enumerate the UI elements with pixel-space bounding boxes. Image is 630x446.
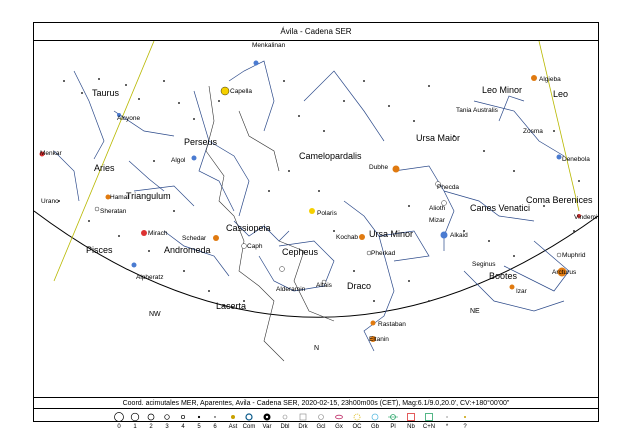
ecliptic-line-2 (539, 41, 579, 211)
legend-cluster-nebula: C+N (418, 411, 440, 430)
const-perseus: Perseus (184, 137, 218, 147)
star-muphrid (557, 253, 561, 257)
const-camelopardalis: Camelopardalis (299, 151, 362, 161)
lbl-tania: Tania Australis (456, 107, 498, 114)
lbl-alpheratz: Alpheratz (136, 274, 164, 281)
star-alderamin (280, 267, 285, 272)
legend-mag-4: 4 (172, 411, 194, 430)
lbl-mizar: Mizar (429, 217, 445, 224)
star-caph (242, 244, 247, 249)
star-sheratan (95, 207, 99, 211)
legend-mag-1: 1 (124, 411, 146, 430)
legend-open-cluster: OC (346, 411, 368, 430)
lbl-pherkad: Pherkad (371, 250, 396, 257)
star-kochab (359, 234, 365, 240)
star-mirach (141, 230, 147, 236)
sky-map-svg (34, 41, 598, 397)
legend-globe: Gb (364, 411, 386, 430)
const-leo-minor: Leo Minor (482, 85, 523, 95)
legend-mag-6: 6 (204, 411, 226, 430)
star-algieba (531, 75, 537, 81)
lbl-sheratan: Sheratan (100, 208, 127, 215)
const-ursa-maior: Ursa Maior (416, 133, 461, 143)
svg-text:·: · (445, 413, 449, 422)
const-draco: Draco (347, 281, 372, 291)
legend-mag-5: 5 (188, 411, 210, 430)
legend-mag-0: 0 (108, 411, 130, 430)
const-aries: Aries (94, 163, 115, 173)
legend-nebula: Nb (400, 411, 422, 430)
horizon-labels (149, 308, 480, 352)
legend-mag-2: 2 (140, 411, 162, 430)
legend-globular: Gcl (310, 411, 332, 430)
legend-asteroid: Ast (222, 411, 244, 430)
star-algol (192, 156, 197, 161)
const-andromeda: Andromeda (164, 245, 211, 255)
background-stars (58, 78, 580, 302)
horizon-ne: NE (470, 308, 480, 315)
lbl-dubhe: Dubhe (369, 164, 389, 171)
lbl-mirach: Mirach (148, 230, 168, 237)
const-triangulum: Triangulum (126, 191, 171, 201)
legend-unknown: ? (454, 411, 476, 430)
lbl-muphrid: Muphrid (562, 252, 586, 259)
star-denebola (557, 155, 562, 160)
lbl-zosma: Zosma (523, 128, 543, 135)
bright-stars (40, 61, 582, 343)
star-izar (510, 285, 515, 290)
star-capella (221, 87, 229, 95)
lbl-phecda: Phecda (437, 184, 460, 191)
const-cassiopeia: Cassiopeia (226, 223, 271, 233)
lbl-vindemi: Vindemi (574, 214, 598, 221)
star-rastaban (371, 321, 376, 326)
legend-dark-nebula: Drk (292, 411, 314, 430)
star-schedar (213, 235, 219, 241)
lbl-urano: Urano (41, 198, 59, 205)
lbl-menkalinan: Menkalinan (252, 42, 286, 49)
sky-map (34, 41, 598, 397)
const-cepheus: Cepheus (282, 247, 319, 257)
lbl-arcturus: Arcturus (552, 269, 577, 276)
legend-star: · * (445, 413, 449, 430)
lbl-alkaid: Alkaid (450, 232, 468, 239)
const-bootes: Bootes (489, 271, 518, 281)
chart-caption: Coord. acimutales MER, Aparentes, Avila - Cadena SER, 2020-02-15, 23h00m00s (CET), Mag:6.1/9.0,20.0', CV:+180°00'00" (34, 397, 598, 409)
lbl-alioth: Alioth (429, 205, 446, 212)
const-lacerta: Lacerta (216, 301, 247, 311)
horizon-nw: NW (149, 311, 161, 318)
lbl-menkar: Menkar (40, 150, 62, 157)
const-pisces: Pisces (86, 245, 113, 255)
const-leo: Leo (553, 89, 569, 99)
lbl-izar: Izar (516, 288, 527, 295)
lbl-seginus: Seginus (472, 261, 496, 268)
const-coma-berenices: Coma Berenices (526, 195, 593, 205)
lbl-hamal: Hamal (110, 194, 129, 201)
const-taurus: Taurus (92, 88, 120, 98)
chart-title: Ávila - Cadena SER (34, 23, 598, 41)
star-polaris (309, 208, 315, 214)
lbl-denebola: Denebola (562, 156, 590, 163)
star-chart-frame (33, 22, 599, 430)
star-dubhe (393, 166, 400, 173)
star-menkalinan (254, 61, 259, 66)
star-alkaid (441, 232, 448, 239)
const-ursa-minor: Ursa Minor (369, 229, 414, 239)
legend-mag-3: 3 (156, 411, 178, 430)
legend-planetary: Pl (382, 411, 404, 430)
lbl-polaris: Polaris (317, 210, 337, 217)
const-canes-venatici: Canes Venatici (470, 203, 531, 213)
horizon-line (34, 211, 598, 317)
horizon-n: N (314, 345, 320, 352)
lbl-kochab: Kochab (336, 234, 359, 241)
legend-double: Dbl (274, 411, 296, 430)
lbl-rastaban: Rastaban (378, 321, 406, 328)
legend (34, 411, 598, 441)
legend-variable: Var (256, 411, 278, 430)
lbl-capella: Capella (230, 88, 253, 95)
lbl-eltanin: Eltanin (369, 336, 389, 343)
lbl-schedar: Schedar (182, 235, 207, 242)
lbl-caph: Caph (247, 243, 263, 250)
legend-comet: Com (238, 411, 260, 430)
lbl-algieba: Algieba (539, 76, 561, 83)
star-alpheratz (132, 263, 137, 268)
legend-galaxy: Gx (328, 411, 350, 430)
lbl-algol: Algol (171, 157, 186, 164)
lbl-alderamin: Alderamin (276, 286, 306, 293)
lbl-altais: Altais (316, 282, 332, 289)
lbl-alcyone: Alcyone (117, 115, 141, 122)
